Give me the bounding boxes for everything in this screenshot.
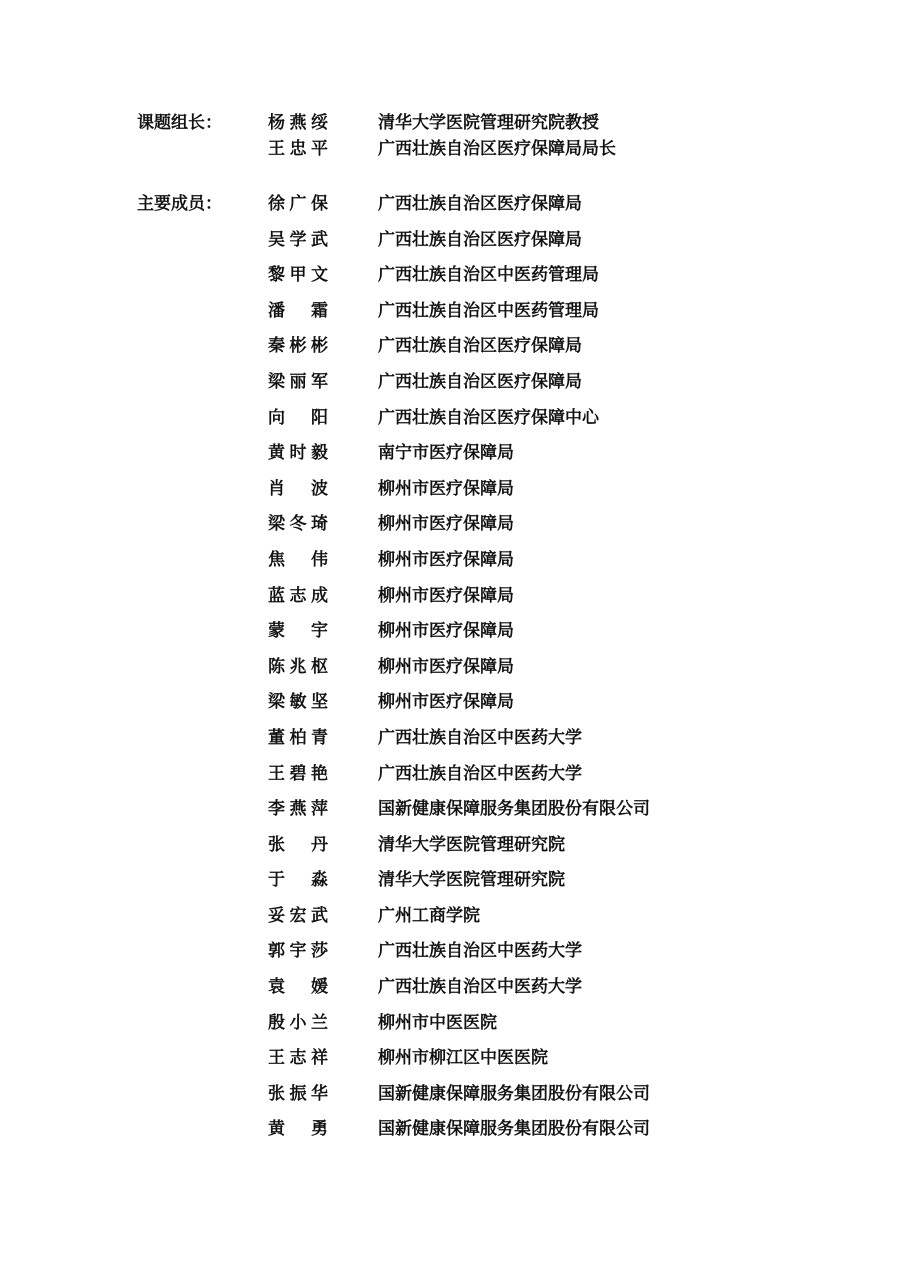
person-name: 于 淼	[268, 870, 328, 891]
person-affiliation: 柳州市医疗保障局	[378, 514, 514, 535]
member-row	[0, 794, 905, 830]
person-affiliation: 清华大学医院管理研究院教授	[378, 113, 599, 133]
member-row	[0, 652, 905, 688]
person-affiliation: 清华大学医院管理研究院	[378, 870, 565, 891]
member-row	[0, 545, 905, 581]
leader-row	[0, 134, 905, 160]
person-name: 肖 波	[268, 478, 328, 499]
person-name: 梁冬琦	[268, 514, 328, 535]
member-row	[0, 509, 905, 545]
person-name: 妥宏武	[268, 905, 328, 926]
person-affiliation: 广西壮族自治区医疗保障局	[378, 371, 582, 392]
person-affiliation: 柳州市中医医院	[378, 1012, 497, 1033]
member-row	[0, 1079, 905, 1115]
members-list	[0, 189, 905, 1150]
member-row	[0, 296, 905, 332]
person-affiliation: 广西壮族自治区医疗保障局	[378, 229, 582, 250]
member-row	[0, 616, 905, 652]
person-name: 郭宇莎	[268, 941, 328, 962]
person-affiliation: 国新健康保障服务集团股份有限公司	[378, 799, 650, 820]
member-row	[0, 830, 905, 866]
person-name: 梁丽军	[268, 371, 328, 392]
person-name: 王忠平	[268, 139, 328, 159]
member-row	[0, 581, 905, 617]
person-affiliation: 广西壮族自治区中医药管理局	[378, 300, 599, 321]
leaders-label: 课题组长：	[137, 113, 222, 133]
person-name: 梁敏坚	[268, 692, 328, 713]
person-affiliation: 柳州市医疗保障局	[378, 692, 514, 713]
person-affiliation: 柳州市医疗保障局	[378, 656, 514, 677]
person-name: 董柏青	[268, 727, 328, 748]
person-name: 王志祥	[268, 1048, 328, 1069]
person-affiliation: 国新健康保障服务集团股份有限公司	[378, 1119, 650, 1140]
member-row	[0, 367, 905, 403]
person-affiliation: 广西壮族自治区中医药大学	[378, 763, 582, 784]
person-name: 杨燕绥	[268, 113, 328, 133]
person-name: 陈兆枢	[268, 656, 328, 677]
person-affiliation: 广西壮族自治区医疗保障局	[378, 336, 582, 357]
leaders-list	[0, 108, 905, 160]
member-row	[0, 260, 905, 296]
member-row	[0, 1008, 905, 1044]
person-name: 张振华	[268, 1083, 328, 1104]
person-name: 蓝志成	[268, 585, 328, 606]
member-row	[0, 865, 905, 901]
person-name: 吴学武	[268, 229, 328, 250]
person-name: 王碧艳	[268, 763, 328, 784]
member-row	[0, 687, 905, 723]
member-row	[0, 901, 905, 937]
person-affiliation: 国新健康保障服务集团股份有限公司	[378, 1083, 650, 1104]
person-name: 李燕萍	[268, 799, 328, 820]
member-row	[0, 189, 905, 225]
person-affiliation: 柳州市医疗保障局	[378, 585, 514, 606]
person-affiliation: 柳州市柳江区中医医院	[378, 1048, 548, 1069]
member-row	[0, 972, 905, 1008]
person-name: 袁 媛	[268, 977, 328, 998]
person-affiliation: 广西壮族自治区中医药大学	[378, 727, 582, 748]
person-affiliation: 广西壮族自治区医疗保障局局长	[378, 139, 616, 159]
person-name: 蒙 宇	[268, 621, 328, 642]
member-row	[0, 438, 905, 474]
member-row	[0, 936, 905, 972]
person-affiliation: 广西壮族自治区医疗保障局	[378, 194, 582, 214]
person-name: 潘 霜	[268, 300, 328, 321]
person-affiliation: 柳州市医疗保障局	[378, 621, 514, 642]
member-row	[0, 1043, 905, 1079]
member-row	[0, 474, 905, 510]
person-affiliation: 广西壮族自治区中医药大学	[378, 977, 582, 998]
person-affiliation: 柳州市医疗保障局	[378, 478, 514, 499]
person-name: 焦 伟	[268, 549, 328, 570]
person-name: 秦彬彬	[268, 336, 328, 357]
person-name: 黄时毅	[268, 443, 328, 464]
person-affiliation: 广州工商学院	[378, 905, 480, 926]
person-name: 向 阳	[268, 407, 328, 428]
person-name: 黎甲文	[268, 265, 328, 286]
member-row	[0, 403, 905, 439]
person-name: 徐广保	[268, 194, 328, 214]
members-label: 主要成员：	[137, 194, 222, 214]
member-row	[0, 759, 905, 795]
person-name: 黄 勇	[268, 1119, 328, 1140]
person-name: 殷小兰	[268, 1012, 328, 1033]
person-name: 张 丹	[268, 834, 328, 855]
person-affiliation: 广西壮族自治区中医药大学	[378, 941, 582, 962]
member-row	[0, 225, 905, 261]
member-row	[0, 331, 905, 367]
leader-row	[0, 108, 905, 134]
person-affiliation: 广西壮族自治区医疗保障中心	[378, 407, 599, 428]
member-row	[0, 723, 905, 759]
member-row	[0, 1114, 905, 1150]
person-affiliation: 广西壮族自治区中医药管理局	[378, 265, 599, 286]
person-affiliation: 南宁市医疗保障局	[378, 443, 514, 464]
person-affiliation: 柳州市医疗保障局	[378, 549, 514, 570]
person-affiliation: 清华大学医院管理研究院	[378, 834, 565, 855]
